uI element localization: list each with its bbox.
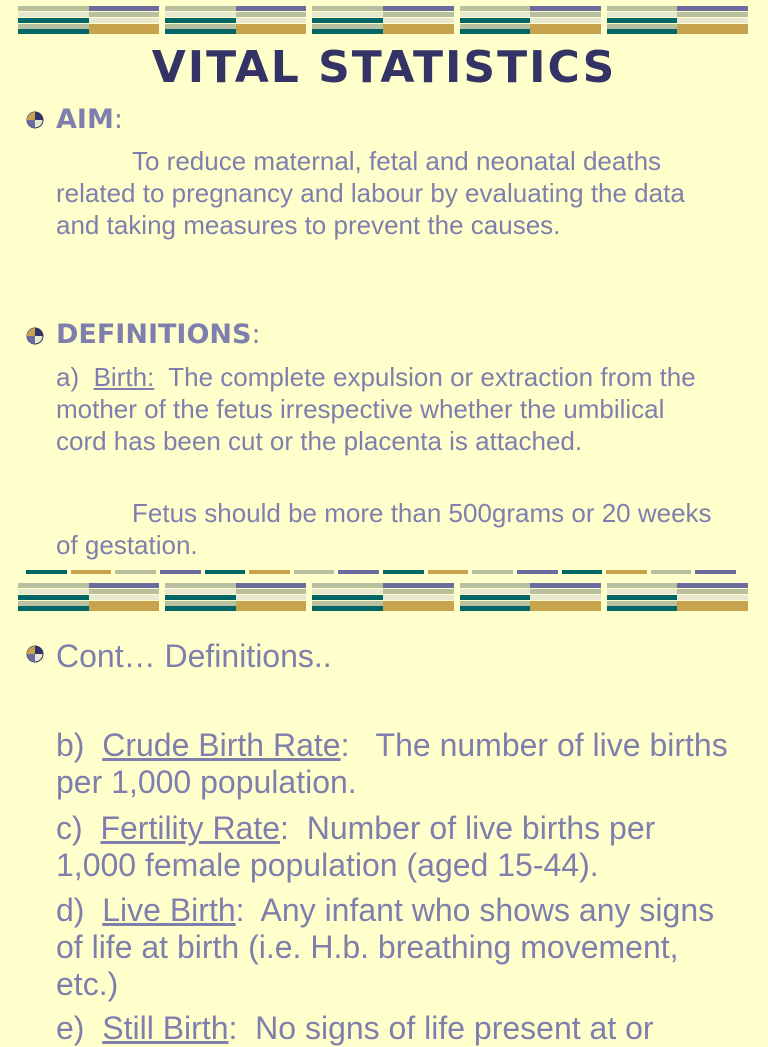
- deco-stripe: [18, 606, 89, 611]
- definition-e-text: : No signs of life present at or: [228, 1010, 654, 1046]
- top-decorative-bar: [18, 6, 748, 34]
- deco-stripe: [383, 589, 454, 594]
- aim-heading-colon: :: [113, 104, 123, 135]
- deco-stripe: [236, 589, 307, 594]
- deco-block: [18, 6, 159, 34]
- deco-stripe: [530, 583, 601, 588]
- deco-stripe: [18, 18, 89, 23]
- deco-stripe: [18, 595, 89, 600]
- deco-stripe: [18, 589, 89, 594]
- deco-stripe: [607, 589, 678, 594]
- deco-stripe: [165, 18, 236, 23]
- rule-segment: [383, 570, 424, 574]
- deco-stripe: [165, 6, 236, 11]
- deco-stripe: [460, 589, 531, 594]
- aim-heading: [56, 104, 123, 135]
- deco-stripe: [460, 6, 531, 11]
- rule-segment: [517, 570, 558, 574]
- deco-stripe: [18, 12, 89, 17]
- deco-stripe: [677, 595, 748, 600]
- deco-stripe: [383, 583, 454, 588]
- deco-stripe: [236, 6, 307, 11]
- deco-stripe: [607, 595, 678, 600]
- deco-stripe: [165, 589, 236, 594]
- deco-stripe: [89, 12, 160, 17]
- deco-stripe: [607, 606, 678, 611]
- deco-stripe: [677, 18, 748, 23]
- definition-d: [56, 892, 736, 1003]
- deco-stripe: [165, 583, 236, 588]
- deco-stripe: [18, 29, 89, 34]
- second-slide-decorative-bar: [18, 583, 748, 611]
- definition-a-text: The complete expulsion or extraction from the mother of the fetus irrespective whether the umbilical cord has been cut or the placenta is attached.: [56, 362, 703, 456]
- deco-stripe: [460, 12, 531, 17]
- rule-segment: [26, 570, 67, 574]
- deco-stripe: [18, 583, 89, 588]
- deco-stripe: [165, 12, 236, 17]
- deco-block: [312, 583, 453, 611]
- deco-stripe: [383, 595, 454, 600]
- definitions-heading-text: DEFINITIONS: [56, 319, 252, 350]
- deco-stripe: [530, 12, 601, 17]
- deco-stripe: [312, 606, 383, 611]
- rule-segment: [651, 570, 692, 574]
- rule-segment: [115, 570, 156, 574]
- deco-stripe: [312, 595, 383, 600]
- deco-stripe: [89, 589, 160, 594]
- deco-stripe: [460, 29, 531, 34]
- slide-title: VITAL STATISTICS: [151, 42, 617, 93]
- deco-stripe: [383, 606, 454, 611]
- rule-segment: [472, 570, 513, 574]
- definition-d-text: : Any infant who shows any signs of life at birth (i.e. H.b. breathing movement, etc.): [56, 892, 723, 1002]
- deco-stripe: [607, 583, 678, 588]
- rule-segment: [205, 570, 246, 574]
- deco-stripe: [165, 606, 236, 611]
- rule-segment: [71, 570, 112, 574]
- deco-block: [165, 583, 306, 611]
- definition-d-prefix: d): [56, 892, 103, 928]
- deco-stripe: [236, 18, 307, 23]
- deco-stripe: [607, 12, 678, 17]
- deco-stripe: [89, 583, 160, 588]
- deco-block: [607, 583, 748, 611]
- deco-stripe: [460, 595, 531, 600]
- slide-divider-rule: [26, 570, 736, 574]
- deco-stripe: [165, 595, 236, 600]
- deco-stripe: [460, 18, 531, 23]
- aim-body-text: To reduce maternal, fetal and neonatal deaths related to pregnancy and labour by evaluating the data and taking measures to prevent the causes.: [56, 146, 685, 240]
- deco-stripe: [677, 606, 748, 611]
- cont-definitions-heading: Cont… Definitions..: [56, 638, 332, 674]
- deco-stripe: [677, 589, 748, 594]
- deco-stripe: [236, 606, 307, 611]
- deco-stripe: [383, 6, 454, 11]
- definition-a-term: Birth:: [93, 362, 155, 392]
- deco-block: [18, 583, 159, 611]
- aim-body: [56, 145, 726, 241]
- deco-stripe: [89, 29, 160, 34]
- definition-a-note-text: Fetus should be more than 500grams or 20 weeks of gestation.: [56, 498, 712, 560]
- rule-segment: [606, 570, 647, 574]
- definition-e-prefix: e): [56, 1010, 103, 1046]
- deco-block: [460, 583, 601, 611]
- deco-block: [312, 6, 453, 34]
- deco-stripe: [383, 18, 454, 23]
- definition-b-text: : The number of live births per 1,000 population.: [56, 727, 737, 800]
- deco-stripe: [530, 606, 601, 611]
- deco-stripe: [460, 606, 531, 611]
- deco-stripe: [677, 12, 748, 17]
- definition-c: [56, 810, 736, 884]
- deco-stripe: [312, 12, 383, 17]
- deco-stripe: [236, 29, 307, 34]
- deco-stripe: [607, 18, 678, 23]
- aim-heading-text: AIM: [56, 104, 114, 135]
- deco-stripe: [89, 595, 160, 600]
- definition-e-term: Still Birth: [102, 1010, 229, 1046]
- deco-block: [165, 6, 306, 34]
- deco-stripe: [530, 18, 601, 23]
- definition-b: [56, 727, 736, 801]
- deco-stripe: [312, 18, 383, 23]
- definition-c-prefix: c): [56, 810, 101, 846]
- deco-stripe: [165, 29, 236, 34]
- deco-stripe: [530, 595, 601, 600]
- pie-bullet-icon: [26, 645, 44, 663]
- rule-segment: [338, 570, 379, 574]
- pie-bullet-icon: [26, 327, 44, 345]
- definition-c-text: : Number of live births per 1,000 female population (aged 15-44).: [56, 810, 665, 883]
- deco-stripe: [530, 589, 601, 594]
- deco-stripe: [607, 29, 678, 34]
- definition-a-prefix: a): [56, 362, 94, 392]
- deco-stripe: [677, 6, 748, 11]
- deco-stripe: [312, 589, 383, 594]
- definition-b-term: Crude Birth Rate: [102, 727, 341, 763]
- deco-stripe: [677, 583, 748, 588]
- rule-segment: [428, 570, 469, 574]
- deco-stripe: [236, 12, 307, 17]
- definition-d-term: Live Birth: [102, 892, 236, 928]
- deco-stripe: [530, 6, 601, 11]
- deco-stripe: [236, 595, 307, 600]
- deco-stripe: [607, 6, 678, 11]
- definitions-heading-colon: :: [251, 319, 261, 350]
- rule-segment: [562, 570, 603, 574]
- definition-a-note: [56, 497, 726, 561]
- definition-a: [56, 361, 721, 457]
- deco-stripe: [383, 29, 454, 34]
- rule-segment: [160, 570, 201, 574]
- rule-segment: [294, 570, 335, 574]
- rule-segment: [249, 570, 290, 574]
- deco-stripe: [312, 6, 383, 11]
- deco-stripe: [460, 583, 531, 588]
- deco-stripe: [236, 583, 307, 588]
- deco-stripe: [677, 29, 748, 34]
- deco-stripe: [89, 6, 160, 11]
- pie-bullet-icon: [26, 111, 44, 129]
- deco-stripe: [312, 583, 383, 588]
- definition-e: [56, 1010, 736, 1047]
- definition-b-prefix: b): [56, 727, 103, 763]
- deco-stripe: [312, 29, 383, 34]
- deco-stripe: [530, 29, 601, 34]
- deco-stripe: [89, 18, 160, 23]
- deco-block: [460, 6, 601, 34]
- rule-segment: [695, 570, 736, 574]
- deco-stripe: [383, 12, 454, 17]
- deco-stripe: [89, 606, 160, 611]
- definition-c-term: Fertility Rate: [100, 810, 281, 846]
- deco-block: [607, 6, 748, 34]
- deco-stripe: [18, 6, 89, 11]
- definitions-heading: [56, 319, 261, 350]
